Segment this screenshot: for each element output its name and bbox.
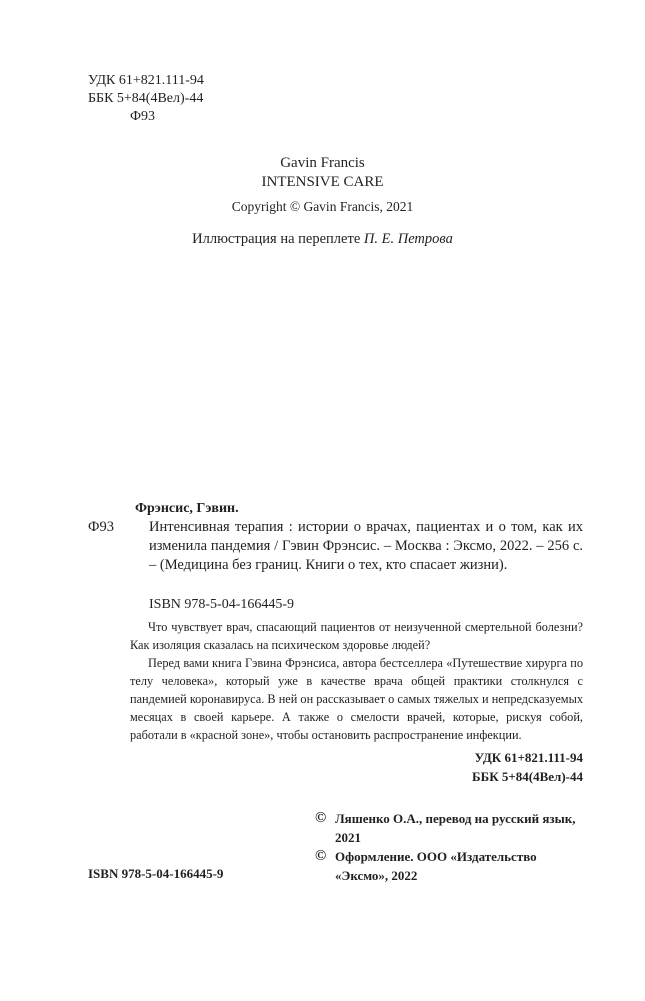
illustration-credit [0,231,645,248]
annotation-paragraph-2: Перед вами книга Гэвина Фрэнсиса, автора бестселлера «Путешествие хирурга по телу человека», который уже в качестве врача общей практики столкнулся с пандемией коронавируса. В ней он рассказывает о самых тяжелых и непредсказуемых месяцах в своей карьере. А также о смелости врачей, которые, рискуя собой, работали в «красной зоне», чтобы остановить распространение инфекции. [130,656,583,742]
udk-top: УДК 61+821.111-94 [88,73,204,88]
copyright-translation [315,809,585,847]
annotation-paragraph-1: Что чувствует врач, спасающий пациентов от неизученной смертельной болезни? Как изоляция сказалась на психическом здоровье людей? [130,620,583,652]
copyright-translation-text: Ляшенко О.А., перевод на русский язык, 2021 [335,811,576,845]
annotation [130,618,583,744]
catalog-description-text: Интенсивная терапия : истории о врачах, пациентах и о том, как их изменила пандемия / Гэвин Фрэнсис. – Москва : Эксмо, 2022. – 256 с. – (Медицина без границ. Книги о тех, кто спасает жизни). [149,519,583,573]
copyright-icon: © [315,810,327,826]
catalog-code: Ф93 [88,519,114,535]
bbk-top: ББК 5+84(4Вел)-44 [88,91,204,106]
copyright-block [315,809,585,885]
original-title: INTENSIVE CARE [261,174,384,190]
catalog-description [149,518,583,575]
catalog-isbn: ISBN 978-5-04-166445-9 [149,597,295,612]
original-author: Gavin Francis [280,155,365,171]
indices-block [472,748,583,786]
copyright-icon: © [315,848,327,864]
udk-bottom: УДК 61+821.111-94 [474,750,583,765]
original-copyright: Copyright © Gavin Francis, 2021 [231,199,414,214]
catalog-author-heading: Фрэнсис, Гэвин. [135,501,239,516]
illustration-prefix: Иллюстрация на переплете [192,231,361,247]
footer-isbn: ISBN 978-5-04-166445-9 [88,866,224,881]
author-code-top: Ф93 [130,109,156,124]
bbk-bottom: ББК 5+84(4Вел)-44 [472,769,583,784]
illustration-artist: П. Е. Петрова [363,231,453,247]
copyright-design [315,847,585,885]
copyright-design-text: Оформление. ООО «Издательство «Эксмо», 2022 [335,849,537,883]
